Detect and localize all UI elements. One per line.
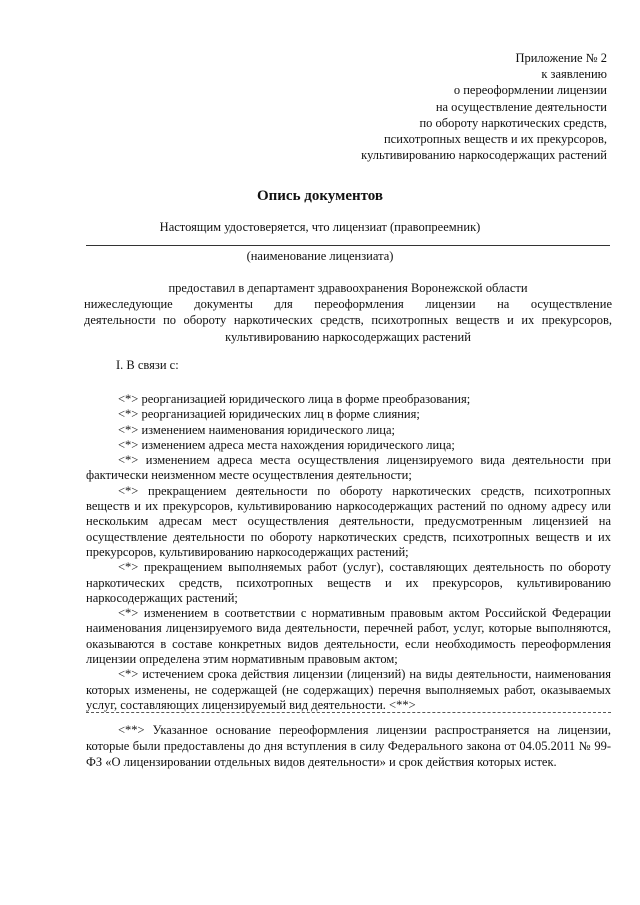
provided-paragraph [84,280,612,345]
provided-line: предоставил в департамент здравоохранения Воронежской области [168,281,528,295]
annex-line: на осуществление деятельности [435,99,607,114]
annex-line: психотропных веществ и их прекурсоров, [383,132,607,147]
annex-line: по обороту наркотических средств, [419,115,607,130]
reason-item: <*> изменением в соответствии с нормативным правовым актом Российской Федерации наименования лицензируемого вида деятельности, перечней работ, услуг, которые выполняются, оказываются в составе конкретных видов деятельности, если необходимость переоформления лицензии определена этим нормативным правовым актом; [86,606,611,667]
footnote: <**> Указанное основание переоформления лицензии распространяется на лицензии, которые были предоставлены до дня вступления в силу Федерального закона от 04.05.2011 № 99-ФЗ «О лицензировании отдельных видов деятельности» и срок действия которых истек. [86,723,611,769]
annex-line: Приложение № 2 [515,51,607,65]
provided-line: нижеследующие документы для переоформления лицензии на осуществление [84,297,612,312]
reason-item: <*> реорганизацией юридических лиц в форме слияния; [118,407,420,422]
annex-header [361,50,607,163]
provided-line: культивированию наркосодержащих растений [225,329,471,344]
reason-item: <*> истечением срока действия лицензии (лицензий) на виды деятельности, наименования которых изменены, не содержащей (не содержащих) перечня выполняемых работ, оказываемых услуг, составляющих лицензируемый вид деятельности. <**> [86,667,611,712]
section-heading: I. В связи с: [116,358,179,372]
annex-line: о переоформлении лицензии [453,83,607,98]
certify-text: Настоящим удостоверяется, что лицензиат (правопреемник) [159,220,481,234]
licensee-name-caption: (наименование лицензиата) [246,249,394,263]
provided-line: деятельности по обороту наркотических средств, психотропных веществ и их прекурсоров, [84,313,612,328]
reason-item: <*> изменением наименования юридического лица; [118,422,395,437]
reasons-list [86,392,611,713]
reason-item: <*> прекращением деятельности по обороту наркотических средств, психотропных веществ и их прекурсоров, культивированию наркосодержащих растений по одному адресу или нескольким адресам мест осуществления деятельности, предусмотренным лицензией на осуществление деятельности по обороту наркотических средств, психотропных веществ и их прекурсоров, культивированию наркосодержащих растений; [86,483,611,559]
reason-item: <*> реорганизацией юридического лица в форме преобразования; [118,392,471,406]
licensee-name-line [86,245,610,246]
reason-item: <*> прекращением выполняемых работ (услуг), составляющих деятельность по обороту наркотических средств, психотропных веществ и их прекурсоров, культивированию наркосодержащих растений; [86,560,611,605]
document-title: Опись документов [256,188,384,204]
reason-item: <*> изменением адреса места нахождения юридического лица; [118,437,455,452]
footnote-separator [86,712,611,713]
annex-line: к заявлению [541,67,607,82]
reason-item: <*> изменением адреса места осуществления лицензируемого вида деятельности при фактически неизменном месте осуществления деятельности; [86,453,611,483]
annex-line: культивированию наркосодержащих растений [361,148,607,163]
